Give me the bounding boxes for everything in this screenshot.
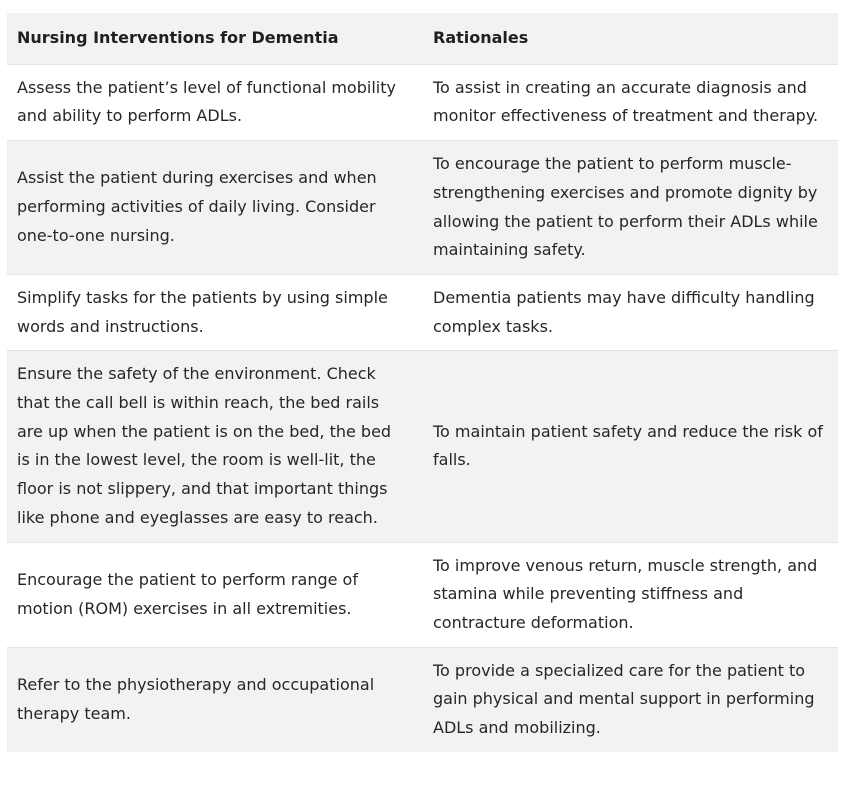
interventions-table <box>7 13 838 752</box>
intervention-cell: Simplify tasks for the patients by using simple words and instructions. <box>7 274 423 350</box>
intervention-cell: Refer to the physiotherapy and occupational therapy team. <box>7 647 423 752</box>
table-row <box>7 141 838 275</box>
table-row <box>7 351 838 542</box>
header-interventions: Nursing Interventions for Dementia <box>7 13 423 64</box>
rationale-cell: To assist in creating an accurate diagnosis and monitor effectiveness of treatment and therapy. <box>423 64 838 140</box>
table-row <box>7 542 838 647</box>
table-row <box>7 274 838 350</box>
interventions-table-container <box>7 13 838 752</box>
rationale-cell: To encourage the patient to perform muscle-strengthening exercises and promote dignity by allowing the patient to perform their ADLs while maintaining safety. <box>423 141 838 275</box>
table-row <box>7 647 838 752</box>
header-rationales: Rationales <box>423 13 838 64</box>
table-header <box>7 13 838 64</box>
intervention-cell: Ensure the safety of the environment. Check that the call bell is within reach, the bed rails are up when the patient is on the bed, the bed is in the lowest level, the room is well-lit, the floor is not slippery, and that important things like phone and eyeglasses are easy to reach. <box>7 351 423 542</box>
table-body <box>7 64 838 752</box>
rationale-cell: To provide a specialized care for the patient to gain physical and mental support in performing ADLs and mobilizing. <box>423 647 838 752</box>
table-row <box>7 64 838 140</box>
rationale-cell: To improve venous return, muscle strength, and stamina while preventing stiffness and contracture deformation. <box>423 542 838 647</box>
rationale-cell: To maintain patient safety and reduce the risk of falls. <box>423 351 838 542</box>
rationale-cell: Dementia patients may have difficulty handling complex tasks. <box>423 274 838 350</box>
header-row <box>7 13 838 64</box>
intervention-cell: Assist the patient during exercises and when performing activities of daily living. Consider one-to-one nursing. <box>7 141 423 275</box>
intervention-cell: Encourage the patient to perform range of motion (ROM) exercises in all extremities. <box>7 542 423 647</box>
intervention-cell: Assess the patient’s level of functional mobility and ability to perform ADLs. <box>7 64 423 140</box>
